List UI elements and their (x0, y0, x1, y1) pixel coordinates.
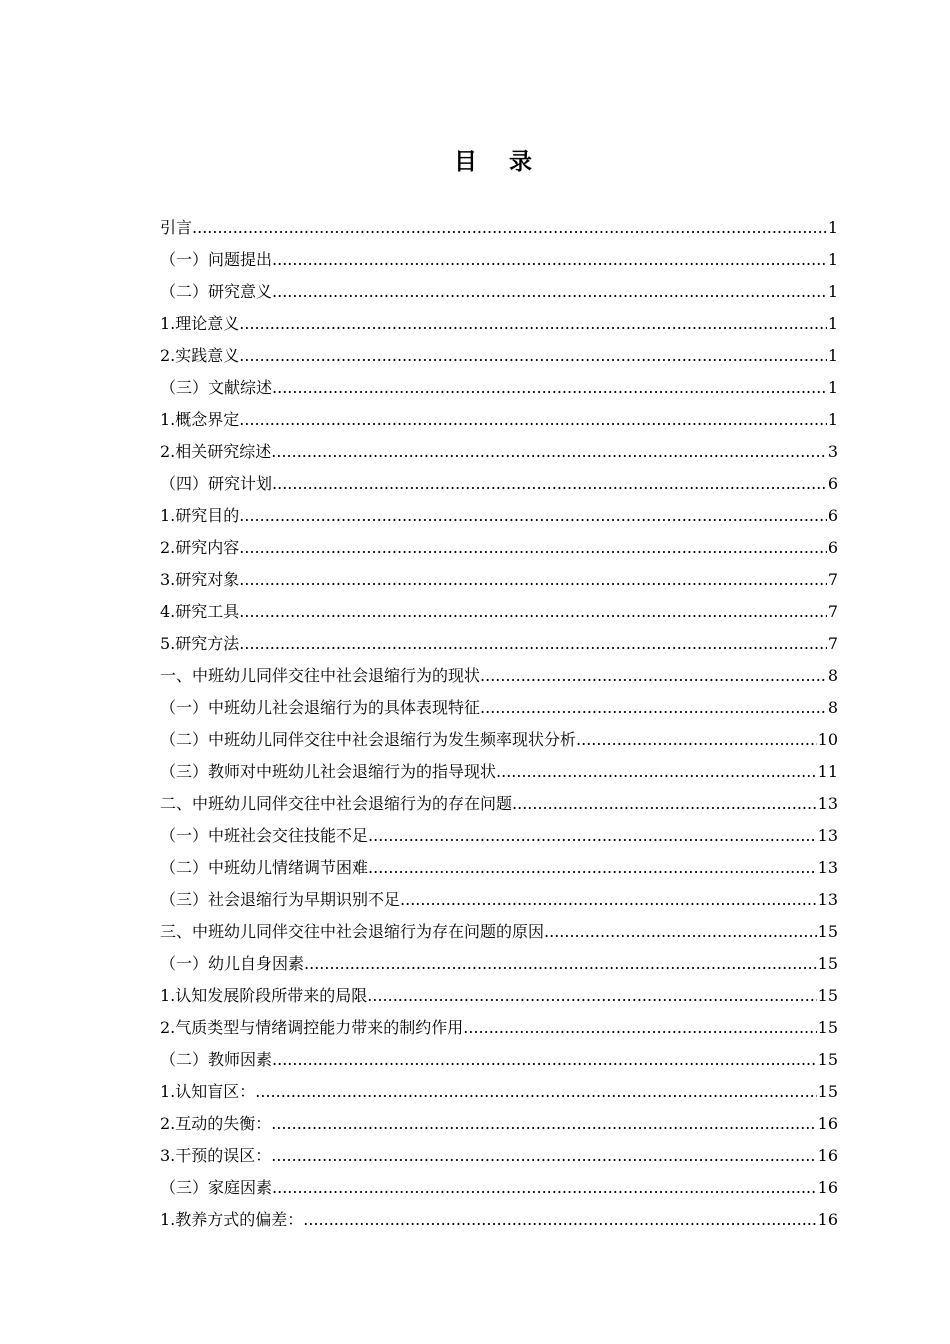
toc-entry[interactable] (160, 1012, 838, 1044)
toc-entry[interactable] (160, 1076, 838, 1108)
dot-leader (367, 980, 816, 1012)
toc-entry[interactable] (160, 852, 838, 884)
dot-leader (239, 596, 827, 628)
dot-leader (400, 884, 817, 916)
toc-entry-page-number: 10 (817, 730, 838, 749)
dot-leader (576, 724, 817, 756)
toc-entry-page-number: 13 (817, 858, 838, 877)
toc-entry[interactable] (160, 244, 838, 276)
toc-entry-label: 2.研究内容 (160, 538, 240, 557)
toc-entry-label: 3.干预的误区： (160, 1146, 272, 1165)
toc-entry[interactable] (160, 212, 838, 244)
toc-entry-label: 引言 (160, 218, 193, 237)
toc-entry[interactable] (160, 916, 838, 948)
toc-entry-page-number: 16 (817, 1114, 838, 1133)
toc-entry-label: （二）中班幼儿情绪调节困难 (160, 858, 369, 877)
toc-entry[interactable] (160, 1172, 838, 1204)
toc-entry[interactable] (160, 340, 838, 372)
toc-entry[interactable] (160, 404, 838, 436)
dot-leader (239, 500, 827, 532)
dot-leader (271, 1140, 816, 1172)
dot-leader (272, 372, 827, 404)
dot-leader (480, 660, 827, 692)
toc-entry-label: 4.研究工具 (160, 602, 240, 621)
dot-leader (239, 404, 827, 436)
toc-entry[interactable] (160, 532, 838, 564)
toc-entry-page-number: 15 (817, 1018, 838, 1037)
toc-entry-label: 1.教养方式的偏差： (160, 1210, 304, 1229)
toc-title: 目 录 (453, 149, 544, 175)
toc-list (160, 212, 838, 1236)
dot-leader (239, 628, 827, 660)
toc-entry[interactable] (160, 884, 838, 916)
toc-entry-label: （三）社会退缩行为早期识别不足 (160, 890, 401, 909)
toc-entry-page-number: 15 (817, 1082, 838, 1101)
toc-entry-label: 2.相关研究综述 (160, 442, 272, 461)
dot-leader (192, 212, 827, 244)
toc-entry-label: 一、中班幼儿同伴交往中社会退缩行为的现状 (160, 666, 481, 685)
toc-entry-page-number: 1 (827, 250, 838, 269)
toc-entry-page-number: 15 (817, 986, 838, 1005)
toc-entry-page-number: 11 (817, 762, 838, 781)
toc-entry-page-number: 15 (817, 954, 838, 973)
toc-entry-label: （一）问题提出 (160, 250, 273, 269)
toc-entry-label: （一）幼儿自身因素 (160, 954, 305, 973)
toc-entry-label: 1.认知盲区： (160, 1082, 256, 1101)
toc-entry-label: （一）中班社会交往技能不足 (160, 826, 369, 845)
toc-entry[interactable] (160, 436, 838, 468)
dot-leader (272, 276, 827, 308)
toc-entry-label: 二、中班幼儿同伴交往中社会退缩行为的存在问题 (160, 794, 513, 813)
toc-entry[interactable] (160, 1044, 838, 1076)
toc-entry[interactable] (160, 980, 838, 1012)
toc-entry-label: （三）家庭因素 (160, 1178, 273, 1197)
toc-entry-page-number: 15 (817, 922, 838, 941)
dot-leader (272, 468, 827, 500)
toc-entry[interactable] (160, 276, 838, 308)
toc-entry-page-number: 1 (827, 410, 838, 429)
toc-entry-label: 2.气质类型与情绪调控能力带来的制约作用 (160, 1018, 464, 1037)
toc-entry-page-number: 7 (827, 602, 838, 621)
toc-entry-label: （三）文献综述 (160, 378, 273, 397)
toc-entry[interactable] (160, 628, 838, 660)
dot-leader (512, 788, 817, 820)
toc-entry-label: 1.概念界定 (160, 410, 240, 429)
toc-entry-page-number: 6 (827, 538, 838, 557)
toc-entry-label: 1.研究目的 (160, 506, 240, 525)
toc-entry-page-number: 1 (827, 378, 838, 397)
toc-entry-label: 1.理论意义 (160, 314, 240, 333)
toc-entry-label: （一）中班幼儿社会退缩行为的具体表现特征 (160, 698, 481, 717)
toc-entry[interactable] (160, 1108, 838, 1140)
toc-entry[interactable] (160, 372, 838, 404)
toc-entry-page-number: 16 (817, 1210, 838, 1229)
toc-entry-label: （二）研究意义 (160, 282, 273, 301)
toc-entry[interactable] (160, 308, 838, 340)
toc-entry[interactable] (160, 724, 838, 756)
toc-entry-page-number: 13 (817, 826, 838, 845)
toc-entry-page-number: 7 (827, 570, 838, 589)
toc-entry-page-number: 6 (827, 506, 838, 525)
dot-leader (239, 532, 827, 564)
toc-entry-page-number: 13 (817, 890, 838, 909)
toc-entry[interactable] (160, 500, 838, 532)
toc-entry-label: （二）中班幼儿同伴交往中社会退缩行为发生频率现状分析 (160, 730, 577, 749)
toc-entry-label: 2.互动的失衡： (160, 1114, 272, 1133)
toc-entry-label: 2.实践意义 (160, 346, 240, 365)
toc-entry[interactable] (160, 820, 838, 852)
toc-entry-label: 5.研究方法 (160, 634, 240, 653)
toc-entry-page-number: 1 (827, 218, 838, 237)
toc-entry-label: （二）教师因素 (160, 1050, 273, 1069)
toc-entry[interactable] (160, 660, 838, 692)
toc-entry[interactable] (160, 1140, 838, 1172)
dot-leader (272, 1172, 817, 1204)
toc-entry-page-number: 3 (827, 442, 838, 461)
toc-entry-page-number: 16 (817, 1146, 838, 1165)
toc-entry-page-number: 15 (817, 1050, 838, 1069)
toc-entry-page-number: 13 (817, 794, 838, 813)
toc-entry[interactable] (160, 788, 838, 820)
toc-entry-label: 3.研究对象 (160, 570, 240, 589)
toc-entry[interactable] (160, 468, 838, 500)
toc-entry-label: （三）教师对中班幼儿社会退缩行为的指导现状 (160, 762, 497, 781)
toc-entry-page-number: 1 (827, 282, 838, 301)
dot-leader (239, 564, 827, 596)
toc-entry-page-number: 1 (827, 314, 838, 333)
toc-entry[interactable] (160, 756, 838, 788)
dot-leader (304, 948, 817, 980)
dot-leader (303, 1204, 816, 1236)
toc-entry[interactable] (160, 692, 838, 724)
toc-entry-page-number: 7 (827, 634, 838, 653)
toc-entry-page-number: 16 (817, 1178, 838, 1197)
dot-leader (271, 436, 827, 468)
toc-entry-page-number: 8 (827, 666, 838, 685)
dot-leader (368, 820, 817, 852)
dot-leader (272, 244, 827, 276)
toc-entry-label: 1.认知发展阶段所带来的局限 (160, 986, 368, 1005)
toc-entry[interactable] (160, 1204, 838, 1236)
dot-leader (480, 692, 827, 724)
dot-leader (239, 340, 827, 372)
toc-entry-page-number: 8 (827, 698, 838, 717)
dot-leader (271, 1108, 816, 1140)
dot-leader (544, 916, 817, 948)
dot-leader (272, 1044, 817, 1076)
dot-leader (239, 308, 827, 340)
toc-entry-label: 三、中班幼儿同伴交往中社会退缩行为存在问题的原因 (160, 922, 545, 941)
toc-entry-page-number: 1 (827, 346, 838, 365)
toc-entry-page-number: 6 (827, 474, 838, 493)
dot-leader (368, 852, 817, 884)
dot-leader (255, 1076, 816, 1108)
toc-entry[interactable] (160, 948, 838, 980)
dot-leader (463, 1012, 816, 1044)
toc-entry[interactable] (160, 596, 838, 628)
toc-entry-label: （四）研究计划 (160, 474, 273, 493)
dot-leader (496, 756, 817, 788)
toc-entry[interactable] (160, 564, 838, 596)
